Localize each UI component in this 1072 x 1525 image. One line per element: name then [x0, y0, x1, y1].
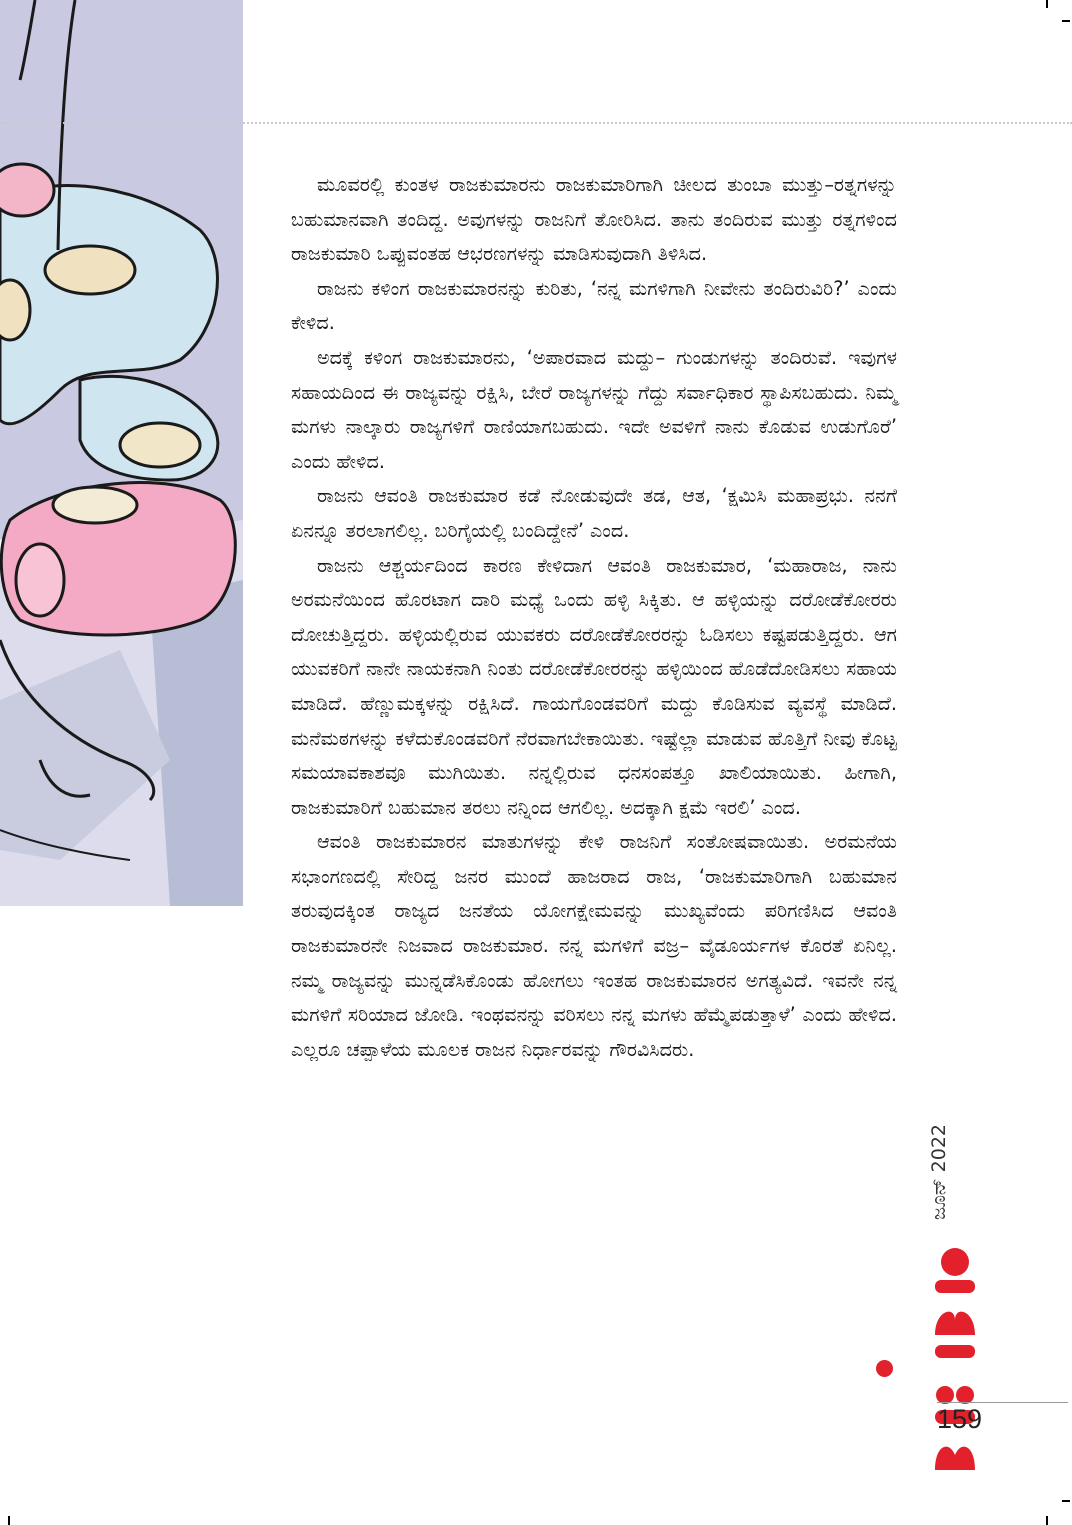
page-number-rule [937, 1402, 1068, 1403]
accent-dot [876, 1360, 893, 1377]
page-number: 159 [937, 1404, 983, 1434]
issue-date: ಜೂನ್ 2022 [928, 1123, 950, 1220]
crop-mark [8, 1516, 10, 1525]
article-body [291, 168, 897, 1067]
crop-mark [1062, 1500, 1070, 1502]
story-illustration [0, 0, 243, 906]
article-paragraph: ರಾಜನು ಆವಂತಿ ರಾಜಕುಮಾರ ಕಡೆ ನೋಡುವುದೇ ತಡ, ಆತ, ‘ಕ್ಷಮಿಸಿ ಮಹಾಪ್ರಭು. ನನಗೆ ಏನನ್ನೂ ತರಲಾಗಲಿಲ್ಲ. ಬರಿಗೈಯಲ್ಲಿ ಬಂದಿದ್ದೇನೆ’ ಎಂದ. [291, 484, 897, 542]
crop-mark [1062, 20, 1070, 22]
article-paragraph: ರಾಜನು ಆಶ್ಚರ್ಯದಿಂದ ಕಾರಣ ಕೇಳಿದಾಗ ಆವಂತಿ ರಾಜಕುಮಾರ, ‘ಮಹಾರಾಜ, ನಾನು ಅರಮನೆಯಿಂದ ಹೊರಟಾಗ ದಾರಿ ಮಧ್ಯೆ ಒಂದು ಹಳ್ಳಿ ಸಿಕ್ಕಿತು. ಆ ಹಳ್ಳಿಯನ್ನು ದರೋಡೆಕೋರರು ದೋಚುತ್ತಿದ್ದರು. ಹಳ್ಳಿಯಲ್ಲಿರುವ ಯುವಕರು ದರೋಡೆಕೋರರನ್ನು ಓಡಿಸಲು ಕಷ್ಟಪಡುತ್ತಿದ್ದರು. ಆಗ ಯುವಕರಿಗೆ ನಾನೇ ನಾಯಕನಾಗಿ ನಿಂತು ದರೋಡೆಕೋರರನ್ನು ಹಳ್ಳಿಯಿಂದ ಹೊಡೆದೋಡಿಸಲು ಸಹಾಯ ಮಾಡಿದೆ. ಹೆಣ್ಣುಮಕ್ಕಳನ್ನು ರಕ್ಷಿಸಿದೆ. ಗಾಯಗೊಂಡವರಿಗೆ ಮದ್ದು ಕೊಡಿಸುವ ವ್ಯವಸ್ಥೆ ಮಾಡಿದೆ. ಮನೆಮಠಗಳನ್ನು ಕಳೆದುಕೊಂಡವರಿಗೆ ನೆರವಾಗಬೇಕಾಯಿತು. ಇಷ್ಟೆಲ್ಲಾ ಮಾಡುವ ಹೊತ್ತಿಗೆ ನೀವು ಕೊಟ್ಟ ಸಮಯಾವಕಾಶವೂ ಮುಗಿಯಿತು. ನನ್ನಲ್ಲಿರುವ ಧನಸಂಪತ್ತೂ ಖಾಲಿಯಾಯಿತು. ಹೀಗಾಗಿ, ರಾಜಕುಮಾರಿಗೆ ಬಹುಮಾನ ತರಲು ನನ್ನಿಂದ ಆಗಲಿಲ್ಲ. ಅದಕ್ಕಾಗಿ ಕ್ಷಮೆ ಇರಲಿ’ ಎಂದ. [291, 553, 897, 819]
magazine-marker [905, 1100, 985, 1400]
article-paragraph: ರಾಜನು ಕಳಿಂಗ ರಾಜಕುಮಾರನನ್ನು ಕುರಿತು, ‘ನನ್ನ ಮಗಳಿಗಾಗಿ ನೀವೇನು ತಂದಿರುವಿರಿ?’ ಎಂದು ಕೇಳಿದ. [291, 276, 897, 335]
crop-mark [1046, 0, 1048, 8]
article-paragraph: ಆವಂತಿ ರಾಜಕುಮಾರನ ಮಾತುಗಳನ್ನು ಕೇಳಿ ರಾಜನಿಗೆ ಸಂತೋಷವಾಯಿತು. ಅರಮನೆಯ ಸಭಾಂಗಣದಲ್ಲಿ ಸೇರಿದ್ದ ಜನರ ಮುಂದೆ ಹಾಜರಾದ ರಾಜ, ‘ರಾಜಕುಮಾರಿಗಾಗಿ ಬಹುಮಾನ ತರುವುದಕ್ಕಿಂತ ರಾಜ್ಯದ ಜನತೆಯ ಯೋಗಕ್ಷೇಮವನ್ನು ಮುಖ್ಯವೆಂದು ಪರಿಗಣಿಸಿದ ಆವಂತಿ ರಾಜಕುಮಾರನೇ ನಿಜವಾದ ರಾಜಕುಮಾರ. ನನ್ನ ಮಗಳಿಗೆ ವಜ್ರ– ವೈಡೂರ್ಯಗಳ ಕೊರತೆ ಏನಿಲ್ಲ. ನಮ್ಮ ರಾಜ್ಯವನ್ನು ಮುನ್ನಡೆಸಿಕೊಂಡು ಹೋಗಲು ಇಂತಹ ರಾಜಕುಮಾರನ ಅಗತ್ಯವಿದೆ. ಇವನೇ ನನ್ನ ಮಗಳಿಗೆ ಸರಿಯಾದ ಜೋಡಿ. ಇಂಥವನನ್ನು ವರಿಸಲು ನನ್ನ ಮಗಳು ಹೆಮ್ಮೆಪಡುತ್ತಾಳೆ’ ಎಂದು ಹೇಳಿದ. ಎಲ್ಲರೂ ಚಪ್ಪಾಳೆಯ ಮೂಲಕ ರಾಜನ ನಿರ್ಧಾರವನ್ನು ಗೌರವಿಸಿದರು. [291, 830, 897, 1061]
article-paragraph: ಮೂವರಲ್ಲಿ ಕುಂತಳ ರಾಜಕುಮಾರನು ರಾಜಕುಮಾರಿಗಾಗಿ ಚೀಲದ ತುಂಬಾ ಮುತ್ತು–ರತ್ನಗಳನ್ನು ಬಹುಮಾನವಾಗಿ ತಂದಿದ್ದ. ಅವುಗಳನ್ನು ರಾಜನಿಗೆ ತೋರಿಸಿದ. ತಾನು ತಂದಿರುವ ಮುತ್ತು ರತ್ನಗಳಿಂದ ರಾಜಕುಮಾರಿ ಒಪ್ಪುವಂತಹ ಆಭರಣಗಳನ್ನು ಮಾಡಿಸುವುದಾಗಿ ತಿಳಿಸಿದ. [291, 173, 897, 266]
crop-mark [1046, 1516, 1048, 1525]
dotted-divider [0, 122, 1072, 124]
article-paragraph: ಅದಕ್ಕೆ ಕಳಿಂಗ ರಾಜಕುಮಾರನು, ‘ಅಪಾರವಾದ ಮದ್ದು– ಗುಂಡುಗಳನ್ನು ತಂದಿರುವೆ. ಇವುಗಳ ಸಹಾಯದಿಂದ ಈ ರಾಜ್ಯವನ್ನು ರಕ್ಷಿಸಿ, ಬೇರೆ ರಾಜ್ಯಗಳನ್ನು ಗೆದ್ದು ಸರ್ವಾಧಿಕಾರ ಸ್ಥಾಪಿಸಬಹುದು. ನಿಮ್ಮ ಮಗಳು ನಾಲ್ಕಾರು ರಾಜ್ಯಗಳಿಗೆ ರಾಣಿಯಾಗಬಹುದು. ಇದೇ ಅವಳಿಗೆ ನಾನು ಕೊಡುವ ಉಡುಗೊರೆ’ ಎಂದು ಹೇಳಿದ. [291, 345, 897, 473]
magazine-logo [929, 1240, 981, 1480]
